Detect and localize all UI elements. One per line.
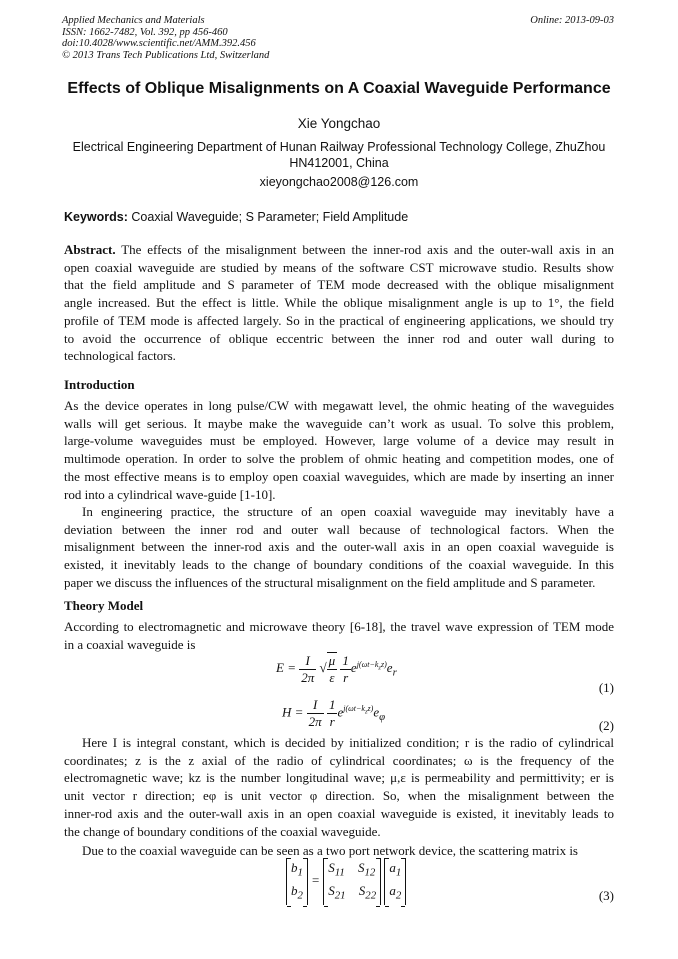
abstract-line: to avoid the occurrence of oblique eccentric between the inner rod and outer wall during to: [64, 330, 614, 346]
equation-2-number: (2): [598, 718, 614, 733]
intro-line: paper we discuss the influences of the structural misalignment on the field amplitude and S parameter.: [64, 574, 596, 590]
abstract-line: angle increased. But the effect is little. While the oblique misalignment angle is up to 1°, the field: [64, 295, 614, 311]
copyright: © 2013 Trans Tech Publications Ltd, Switzerland: [62, 49, 270, 61]
equation-2: H = $\frac{I}{2\pi}$ $\frac{1}{r}$ $e^{j(\omega t-k_zz)}e_\varphi$: [282, 697, 386, 729]
intro-paragraph-2: [64, 503, 614, 592]
theory-line: electromagnetic wave; kz is the number longitudinal wave; μ,ε is permeability and permittivity; er is: [64, 770, 614, 786]
abstract-line: technological factors.: [64, 348, 176, 364]
intro-line: deviation between the inner rod and outer wall because of technological factors. When the: [64, 521, 614, 537]
vector-b: $b_1$ $b_2$: [286, 858, 308, 905]
vector-a: $a_1$ $a_2$: [384, 858, 406, 905]
intro-line: large-volume waveguides must be employed. However, large volume of a device may result in: [64, 433, 614, 449]
theory-line: According to electromagnetic and microwave theory [6-18], the travel wave expression of TEM mode: [64, 619, 614, 634]
keywords-text: Coaxial Waveguide; S Parameter; Field Amplitude: [131, 210, 409, 224]
abstract-line: profile of TEM mode is affected largely. So in the practical of engineering applications, we should try: [64, 312, 614, 328]
intro-line: As the device operates in long pulse/CW with megawatt level, the ohmic heating of the waveguides: [64, 398, 614, 413]
affiliation: Electrical Engineering Department of Hunan Railway Professional Technology College, ZhuZhou HN412001, China: [72, 140, 606, 170]
intro-line: In engineering practice, the structure of an open coaxial waveguide may inevitably have a: [82, 504, 614, 519]
intro-line: existed, it inevitably leads to the change of boundary conditions of the coaxial waveguide. In this: [64, 557, 614, 573]
theory-paragraph-1: [64, 618, 614, 653]
intro-paragraph-1: [64, 397, 614, 503]
email: xieyongchao2008@126.com: [259, 175, 419, 189]
equation-1-number: (1): [598, 680, 614, 695]
intro-line: walls will get serious. It maybe make the waveguide can’t work as usual. To solve this problem,: [64, 415, 614, 431]
theory-line: in a coaxial waveguide is: [64, 636, 196, 652]
theory-paragraph-2: [64, 734, 614, 840]
intro-line: rod into a cylindrical wave-guide [1-10].: [64, 486, 276, 502]
s-matrix: $S_{11}$ $S_{12}$ $S_{21}$ $S_{22}$: [323, 858, 381, 905]
keywords-label: Keywords:: [64, 210, 128, 224]
journal-header: [62, 15, 269, 61]
theory-line: Due to the coaxial waveguide can be seen as a two port network device, the scattering matrix is: [82, 843, 578, 858]
theory-line: the change of boundary conditions of the coaxial waveguide.: [64, 823, 381, 839]
section-heading-theory: Theory Model: [64, 598, 144, 613]
equation-3-number: (3): [598, 888, 614, 903]
journal-name: Applied Mechanics and Materials: [62, 15, 205, 26]
intro-line: multimode operation. In order to solve the problem of ohmic heating and competition modes, one of: [64, 451, 614, 467]
keywords: [64, 210, 408, 224]
abstract: [64, 241, 614, 365]
theory-line: Here I is integral constant, which is decided by initialized condition; r is the radio of cylindrical: [82, 735, 614, 750]
section-heading-introduction: Introduction: [64, 377, 135, 392]
abstract-line: that the field amplitude and S parameter of TEM mode decreased with the oblique misalignment: [64, 277, 614, 293]
paper-title: Effects of Oblique Misalignments on A Coaxial Waveguide Performance: [67, 80, 611, 97]
theory-line: inner-rod axis and the outer-wall axis in an open coaxial waveguide is existed, it inevitably leads to: [64, 805, 614, 821]
abstract-line: open coaxial waveguide are studied by means of the software CST microwave studio. Results show: [64, 259, 614, 275]
intro-line: the most effective means is to employ open coaxial waveguides, which are made by inserting an inner: [64, 468, 614, 484]
equation-3: $b_1$ $b_2$ = $S_{11}$ $S_{12}$ $S_{21}$ $S_{22}$ $a_1$ $a_2$: [286, 858, 406, 905]
issn: ISSN: 1662-7482, Vol. 392, pp 456-460: [62, 26, 228, 38]
intro-line: misalignment between the inner-rod axis and the outer-wall axis in an open coaxial waveguide is: [64, 539, 614, 555]
online-date: Online: 2013-09-03: [530, 15, 614, 26]
abstract-line: The effects of the misalignment between the inner-rod axis and the outer-wall axis in an: [121, 242, 614, 257]
equation-1: E = $\frac{I}{2\pi}$ √ $\frac{\mu}{\varepsilon}$ $\frac{1}{r}$ $e^{j(\omega t-k_zz)}e_r$: [276, 652, 397, 685]
abstract-label: Abstract.: [64, 242, 116, 257]
theory-line: unit vector r direction; eφ is unit vector φ direction. So, when the misalignment between the: [64, 788, 614, 804]
doi: doi:10.4028/www.scientific.net/AMM.392.456: [62, 38, 256, 49]
theory-line: coordinates; z is the z axial of the radio of cylindrical coordinates; ω is the frequency of the: [64, 752, 614, 768]
author: Xie Yongchao: [297, 116, 381, 131]
